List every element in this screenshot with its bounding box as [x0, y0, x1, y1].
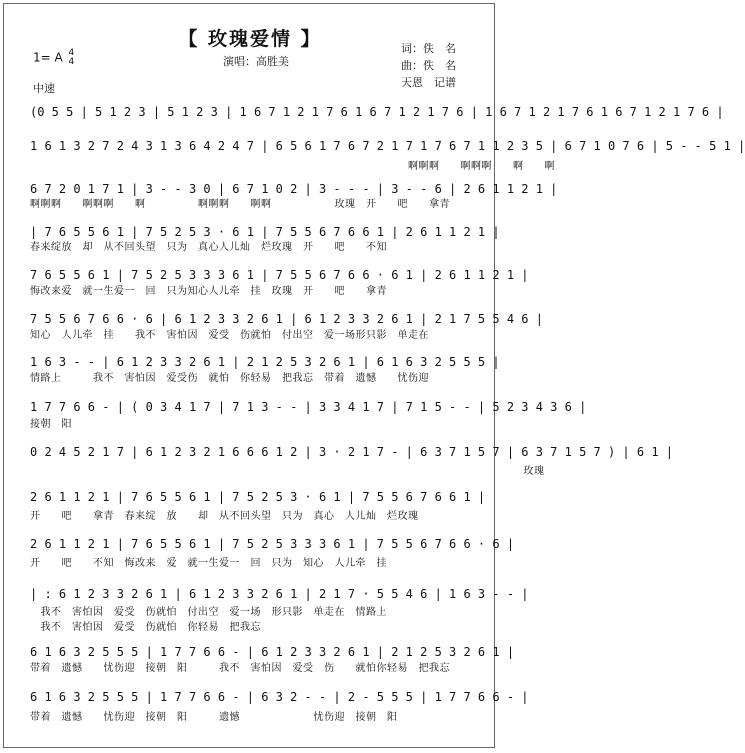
- lyric-line: 玫瑰: [30, 466, 545, 477]
- lyric-line: 知心 人儿牵 挂 我不 害怕因 爱受 伤就怕 付出空 爱一场形只影 单走在: [30, 330, 429, 341]
- notation-line: 7 6 5 5 6 1 | 7 5 2 5 3 3 3 6 1 | 7 5 5 6 7 6 6 · 6 1 | 2 6 1 1 2 1 |: [30, 268, 529, 282]
- song-title: 【 玫瑰爱情 】: [178, 28, 322, 50]
- lyric-line: 带着 遗憾 忧伤迎 接朝 阳 我不 害怕因 爱受 伤 就怕你轻易 把我忘: [30, 663, 450, 674]
- lyric-line: 啊啊啊 啊啊啊 啊 啊: [30, 161, 555, 172]
- lyric-line: 开 吧 拿青 春来绽 放 却 从不回头望 只为 真心 人儿灿 烂玫瑰: [30, 511, 419, 522]
- lyric-line: 带着 遗憾 忧伤迎 接朝 阳 遗憾 忧伤迎 接朝 阳: [30, 712, 398, 723]
- lyric-line: 接朝 阳: [30, 419, 72, 430]
- lyric-line: 春来绽放 却 从不回头望 只为 真心人儿灿 烂玫瑰 开 吧 不知: [30, 242, 387, 253]
- composer-credit: 曲：佚 名: [401, 59, 456, 72]
- time-signature: [69, 49, 75, 67]
- notation-line: (0 5 5 | 5 1 2 3 | 5 1 2 3 | 1 6 7 1 2 1 7 6 1 6 7 1 2 1 7 6 | 1 6 7 1 2 1 7 6 1 6 7 1 2 1 7 6 |: [30, 105, 724, 119]
- tempo-marking: 中速: [33, 82, 55, 95]
- lyric-line: 情路上 我不 害怕因 爱受伤 就怕 你轻易 把我忘 带着 遗憾 忧伤迎: [30, 373, 429, 384]
- notation-line: 6 1 6 3 2 5 5 5 | 1 7 7 6 6 - | 6 1 2 3 3 2 6 1 | 2 1 2 5 3 2 6 1 |: [30, 645, 515, 659]
- notation-line: 1 6 3 - - | 6 1 2 3 3 2 6 1 | 2 1 2 5 3 2 6 1 | 6 1 6 3 2 5 5 5 |: [30, 355, 500, 369]
- lyric-line: 啊啊啊 啊啊啊 啊 啊啊啊 啊啊 玫瑰 开 吧 拿青: [30, 199, 450, 210]
- lyric-line: 我不 害怕因 爱受 伤就怕 你轻易 把我忘: [30, 622, 261, 633]
- lyric-line: 悔改来爱 就一生爱一 回 只为知心人儿牵 挂 玫瑰 开 吧 拿青: [30, 286, 387, 297]
- notation-line: | : 6 1 2 3 3 2 6 1 | 6 1 2 3 3 2 6 1 | 2 1 7 · 5 5 4 6 | 1 6 3 - - |: [30, 587, 529, 601]
- notation-line: 1 6 1 3 2 7 2 4 3 1 3 6 4 2 4 7 | 6 5 6 1 7 6 7 2 1 7 1 7 6 7 1 1 2 3 5 | 6 7 1 0 7 6 | 5 - - 5 1 |: [30, 139, 745, 153]
- transcriber-credit: 天恩 记谱: [401, 76, 456, 89]
- lyricist-credit: 词：佚 名: [401, 42, 456, 55]
- lyric-line: 开 吧 不知 悔改来 爱 就一生爱一 回 只为 知心 人儿牵 挂: [30, 558, 387, 569]
- notation-line: | 7 6 5 5 6 1 | 7 5 2 5 3 · 6 1 | 7 5 5 6 7 6 6 1 | 2 6 1 1 2 1 |: [30, 225, 500, 239]
- notation-line: 2 6 1 1 2 1 | 7 6 5 5 6 1 | 7 5 2 5 3 3 3 6 1 | 7 5 5 6 7 6 6 · 6 |: [30, 537, 515, 551]
- notation-line: 6 1 6 3 2 5 5 5 | 1 7 7 6 6 - | 6 3 2 - - | 2 - 5 5 5 | 1 7 7 6 6 - |: [30, 690, 529, 704]
- notation-line: 6 7 2 0 1 7 1 | 3 - - 3 0 | 6 7 1 0 2 | 3 - - - | 3 - - 6 | 2 6 1 1 2 1 |: [30, 182, 558, 196]
- time-top: 4: [68, 48, 75, 58]
- key-signature: [33, 49, 74, 67]
- key-label: 1= A: [33, 50, 63, 65]
- notation-line: 0 2 4 5 2 1 7 | 6 1 2 3 2 1 6 6 6 1 2 | 3 · 2 1 7 - | 6 3 7 1 5 7 | 6 3 7 1 5 7 ) | 6 1 |: [30, 445, 673, 459]
- singer-credit: 演唱：高胜美: [223, 55, 289, 68]
- notation-line: 7 5 5 6 7 6 6 · 6 | 6 1 2 3 3 2 6 1 | 6 1 2 3 3 2 6 1 | 2 1 7 5 5 4 6 |: [30, 312, 543, 326]
- lyric-line: 我不 害怕因 爱受 伤就怕 付出空 爱一场 形只影 单走在 情路上: [30, 607, 387, 618]
- time-bottom: 4: [68, 57, 75, 67]
- notation-line: 1 7 7 6 6 - | ( 0 3 4 1 7 | 7 1 3 - - | 3 3 4 1 7 | 7 1 5 - - | 5 2 3 4 3 6 |: [30, 400, 587, 414]
- notation-line: 2 6 1 1 2 1 | 7 6 5 5 6 1 | 7 5 2 5 3 · 6 1 | 7 5 5 6 7 6 6 1 |: [30, 490, 486, 504]
